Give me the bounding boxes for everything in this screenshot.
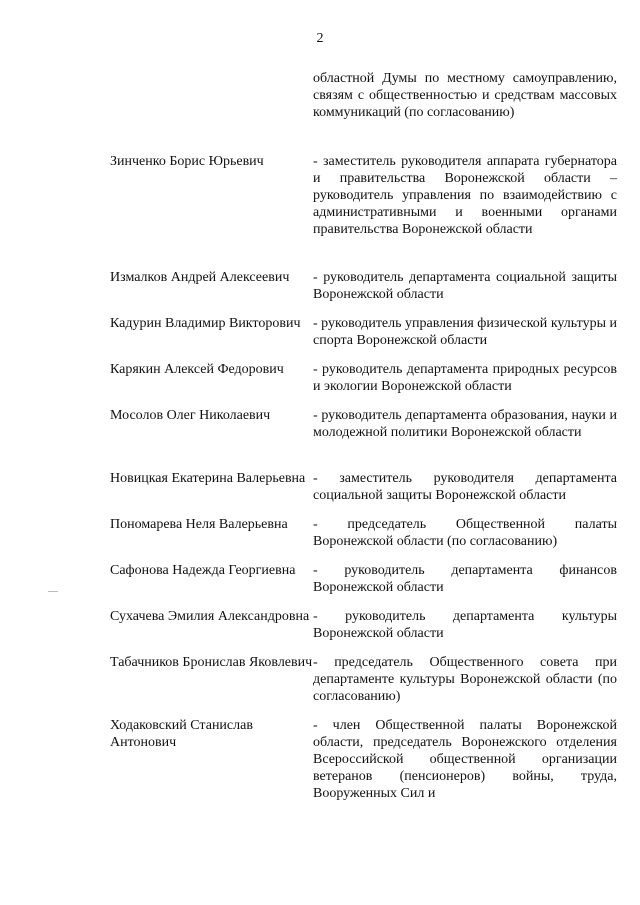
- member-entry: [110, 470, 617, 504]
- member-role: - председатель Общественной палаты Воронежской области (по согласованию): [313, 517, 617, 549]
- member-entry: [110, 608, 617, 642]
- member-name: Пономарева Неля Валерьевна: [110, 517, 288, 532]
- member-name: Сухачева Эмилия Александровна: [110, 609, 310, 624]
- member-role: - руководитель департамента социальной защиты Воронежской области: [313, 270, 617, 302]
- member-name: Мосолов Олег Николаевич: [110, 408, 271, 423]
- member-entry: [110, 407, 617, 458]
- member-entry: [110, 562, 617, 596]
- member-role: - член Общественной палаты Воронежской области, председатель Воронежского отделения Всероссийской общественной организации ветеранов (пенсионеров) войны, труда, Вооруженных Сил и: [313, 718, 617, 801]
- member-role: - заместитель руководителя аппарата губернатора и правительства Воронежской области – руководитель управления по взаимодействию с административными и военными органами правительства Воронежской области: [313, 154, 617, 237]
- member-entry: [110, 315, 617, 349]
- page-number: 2: [316, 31, 324, 46]
- continuation-text: областной Думы по местному самоуправлению, связям с общественностью и средствам массовых коммуникаций (по согласованию): [313, 71, 617, 120]
- member-entry: [110, 153, 617, 256]
- member-entry: [110, 269, 617, 303]
- member-name: Ходаковский Станислав Антонович: [110, 718, 253, 750]
- member-name: Зинченко Борис Юрьевич: [110, 154, 264, 169]
- member-role: - заместитель руководителя департамента социальной защиты Воронежской области: [313, 471, 617, 503]
- member-role: - руководитель департамента природных ресурсов и экологии Воронежской области: [313, 362, 617, 394]
- member-entry: [110, 516, 617, 550]
- member-role: - руководитель департамента финансов Воронежской области: [313, 563, 617, 595]
- member-list: [110, 153, 617, 805]
- scan-artifact: [48, 591, 58, 592]
- member-name: Измалков Андрей Алексеевич: [110, 270, 290, 285]
- member-role: - руководитель департамента культуры Воронежской области: [313, 609, 617, 641]
- member-name: Табачников Бронислав Яковлевич: [110, 655, 313, 670]
- member-entry: [110, 361, 617, 395]
- member-name: Сафонова Надежда Георгиевна: [110, 563, 296, 578]
- member-role: - председатель Общественного совета при департаменте культуры Воронежской области (по согласованию): [313, 655, 617, 704]
- member-name: Новицкая Екатерина Валерьевна: [110, 471, 306, 486]
- member-name: Кадурин Владимир Викторович: [110, 316, 301, 331]
- member-entry: [110, 654, 617, 705]
- member-role: - руководитель департамента образования, науки и молодежной политики Воронежской области: [313, 408, 617, 440]
- member-role: - руководитель управления физической культуры и спорта Воронежской области: [313, 316, 617, 348]
- member-name: Карякин Алексей Федорович: [110, 362, 284, 377]
- member-entry: [110, 717, 617, 805]
